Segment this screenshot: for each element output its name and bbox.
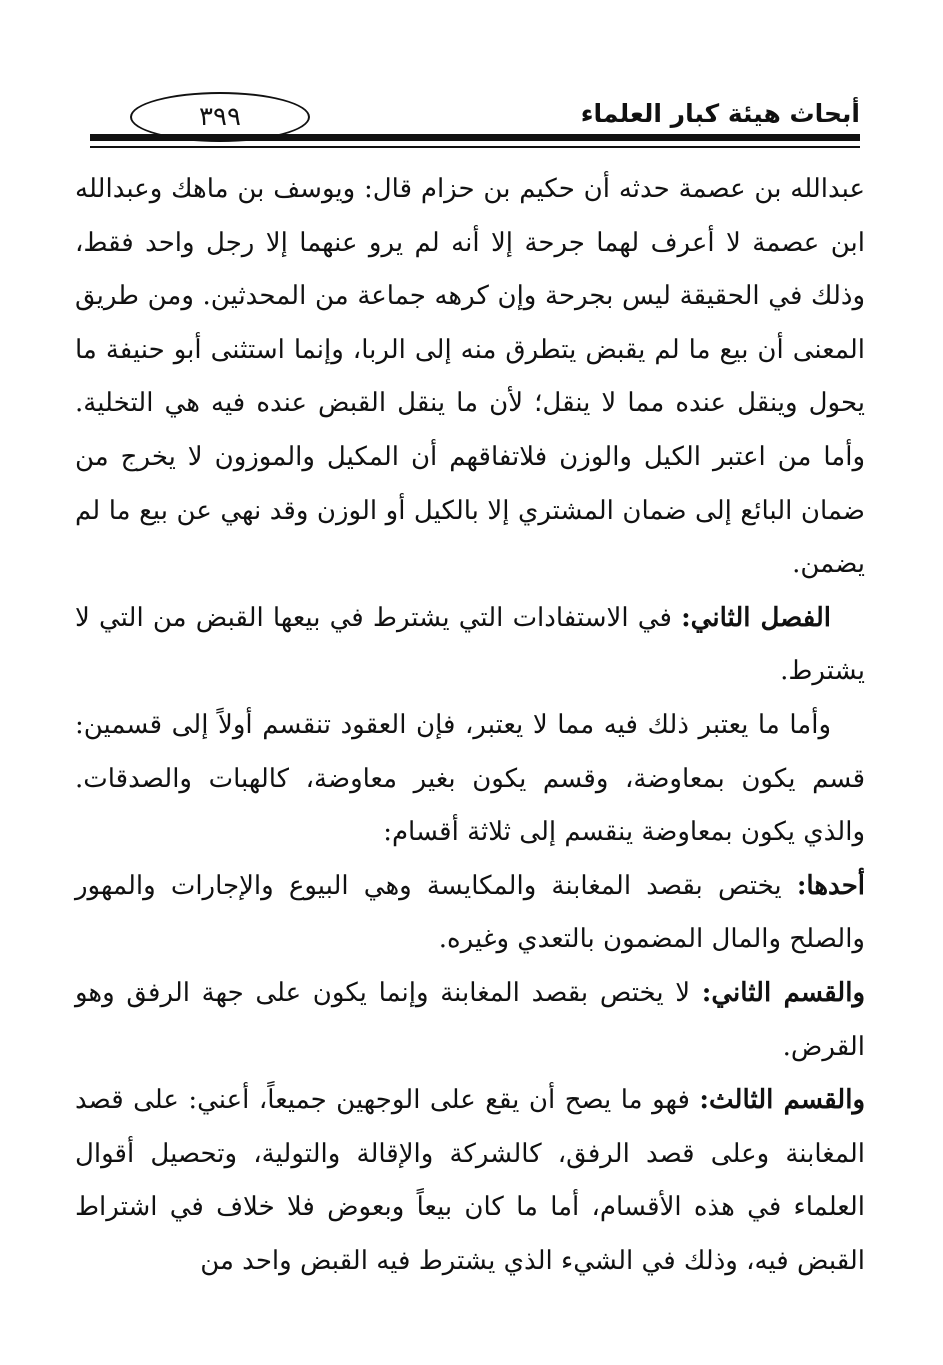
header-rule-thin bbox=[90, 146, 860, 148]
paragraph-3: وأما ما يعتبر ذلك فيه مما لا يعتبر، فإن العقود تنقسم أولاً إلى قسمين: قسم يكون بمعاوضة، وقسم يكون بغير معاوضة، كالهبات والصدقات. والذي يكون بمعاوضة ينقسم إلى ثلاثة أقسام: bbox=[75, 709, 865, 848]
division-1-heading: أحدها: bbox=[796, 870, 866, 901]
division-3-text: فهو ما يصح أن يقع على الوجهين جميعاً، أعني: على قصد المغابنة وعلى قصد الرفق، كالشركة والإقالة والتولية، وتحصيل أقوال العلماء في هذه الأقسام، أما ما كان بيعاً وبعوض فلا خلاف في اشتراط القبض فيه، وذلك في الشيء الذي يشترط فيه القبض واحد من bbox=[75, 1085, 865, 1276]
division-2-heading: والقسم الثاني: bbox=[701, 977, 866, 1008]
section-2-paragraph bbox=[75, 592, 865, 699]
page-header bbox=[90, 92, 860, 152]
running-title: أبحاث هيئة كبار العلماء bbox=[580, 99, 860, 128]
division-1-paragraph bbox=[75, 860, 865, 967]
header-rule-thick bbox=[90, 134, 860, 141]
page-number: ٣٩٩ bbox=[199, 102, 241, 132]
paragraph-1: عبدالله بن عصمة حدثه أن حكيم بن حزام قال: ويوسف بن ماهك وعبدالله ابن عصمة لا أعرف لهما جرحة إلا أنه لم يرو عنهما إلا رجل واحد فقط، وذلك في الحقيقة ليس بجرحة وإن كرهه جماعة من المحدثين. ومن طريق المعنى أن بيع ما لم يقبض يتطرق منه إلى الربا، وإنما استثنى أبو حنيفة ما يحول وينقل عنده مما لا ينقل؛ لأن ما ينقل القبض عنده فيه هي التخلية. وأما من اعتبر الكيل والوزن فلاتفاقهم أن المكيل والموزون لا يخرج من ضمان البائع إلى ضمان المشتري إلا بالكيل أو الوزن وقد نهي عن بيع ما لم يضمن. bbox=[75, 174, 865, 580]
division-3-heading: والقسم الثالث: bbox=[699, 1085, 866, 1116]
division-2-text: لا يختص بقصد المغابنة وإنما يكون على جهة الرفق وهو القرض. bbox=[75, 977, 865, 1062]
division-1-text: يختص بقصد المغابنة والمكايسة وهي البيوع والإجارات والمهور والصلح والمال المضمون بالتعدي وغيره. bbox=[75, 870, 865, 955]
division-2-paragraph bbox=[75, 967, 865, 1074]
division-3-paragraph bbox=[75, 1074, 865, 1288]
body-text bbox=[75, 163, 865, 1288]
section-2-text: في الاستفادات التي يشترط في بيعها القبض من التي لا يشترط. bbox=[75, 602, 865, 687]
section-2-heading: الفصل الثاني: bbox=[681, 602, 831, 633]
